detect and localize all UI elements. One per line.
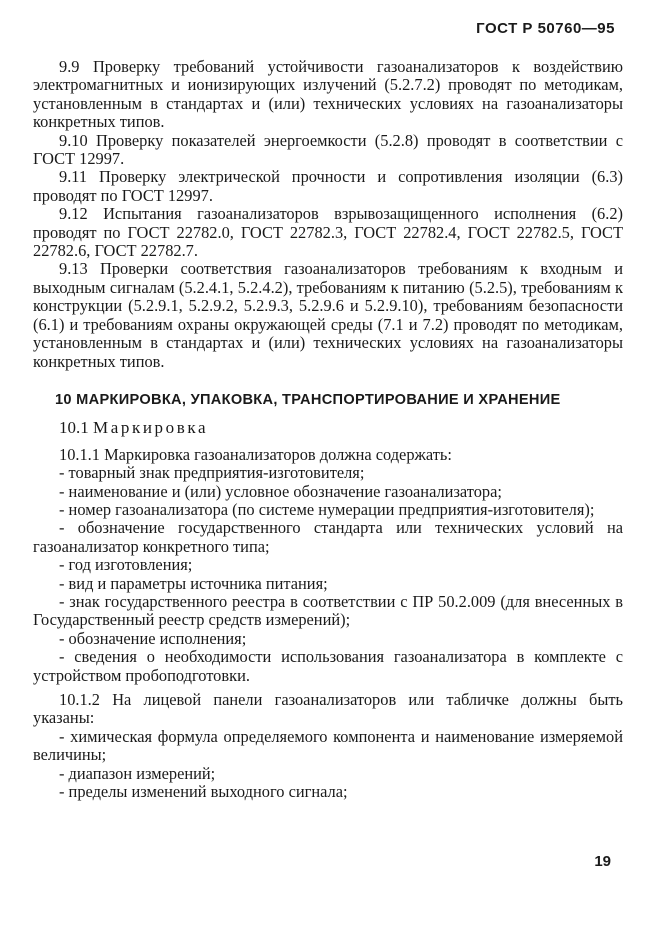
list-item: - химическая формула определяемого компонента и наименование измеряемой величины; (33, 726, 623, 765)
list-item: - пределы изменений выходного сигнала; (59, 782, 348, 802)
subsection-title: Маркировка (93, 418, 209, 438)
paragraph-10-1-2: 10.1.2 На лицевой панели газоанализаторов или табличке должны быть указаны: (33, 690, 623, 728)
page-body (33, 58, 623, 801)
list-item: - наименование и (или) условное обозначение газоанализатора; (59, 481, 502, 501)
list-item: - номер газоанализатора (по системе нумерации предприятия-изготовителя); (59, 499, 595, 519)
list-item: - обозначение исполнения; (59, 628, 247, 648)
page-number: 19 (594, 853, 611, 870)
list-item: - товарный знак предприятия-изготовителя; (59, 463, 365, 483)
list-item: - обозначение государственного стандарта или технических условий на газоанализатор конкретного типа; (33, 518, 623, 556)
paragraph-9-11: 9.11 Проверку электрической прочности и сопротивления изоляции (6.3) проводят по ГОСТ 12997. (33, 167, 623, 205)
paragraph-9-9: 9.9 Проверку требований устойчивости газоанализаторов к воздействию электромагнитных и ионизирующих излучений (5.2.7.2) проводят по методикам, установленным в стандартах и (или) технических условиях на газоанализаторы конкретных типов. (33, 57, 623, 132)
list-item: - знак государственного реестра в соответствии с ПР 50.2.009 (для внесенных в Государственный реестр средств измерений); (33, 591, 623, 630)
paragraph-9-12: 9.12 Испытания газоанализаторов взрывозащищенного исполнения (6.2) проводят по ГОСТ 22782.0, ГОСТ 22782.3, ГОСТ 22782.4, ГОСТ 22782.5, ГОСТ 22782.6, ГОСТ 22782.7. (33, 204, 623, 261)
list-item: - сведения о необходимости использования газоанализатора в комплекте с устройством пробоподготовки. (33, 647, 623, 685)
paragraph-9-13: 9.13 Проверки соответствия газоанализаторов требованиям к входным и выходным сигналам (5.2.4.1, 5.2.4.2), требованиям к питанию (5.2.5), требованиям к конструкции (5.2.9.1, 5.2.9.2, 5.2.9.3, 5.2.9.6 и 5.2.9.10), требованиям безопасности (6.1) и требованиям охраны окружающей среды (7.1 и 7.2) проводят по методикам, установленным в стандартах и (или) технических условиях на газоанализаторы конкретных типов. (33, 259, 623, 371)
paragraph-9-10: 9.10 Проверку показателей энергоемкости (5.2.8) проводят в соответствии с ГОСТ 12997. (33, 130, 623, 169)
paragraph-10-1-1: 10.1.1 Маркировка газоанализаторов должна содержать: (59, 444, 452, 464)
page-header: ГОСТ Р 50760—95 (476, 20, 615, 37)
subsection-number: 10.1 (59, 418, 89, 438)
list-item: - диапазон измерений; (59, 763, 216, 783)
section-10-title: 10 МАРКИРОВКА, УПАКОВКА, ТРАНСПОРТИРОВАНИЕ И ХРАНЕНИЕ (55, 391, 561, 408)
list-item: - год изготовления; (59, 555, 193, 575)
subsection-10-1-heading (33, 419, 623, 437)
list-item: - вид и параметры источника питания; (59, 573, 328, 593)
